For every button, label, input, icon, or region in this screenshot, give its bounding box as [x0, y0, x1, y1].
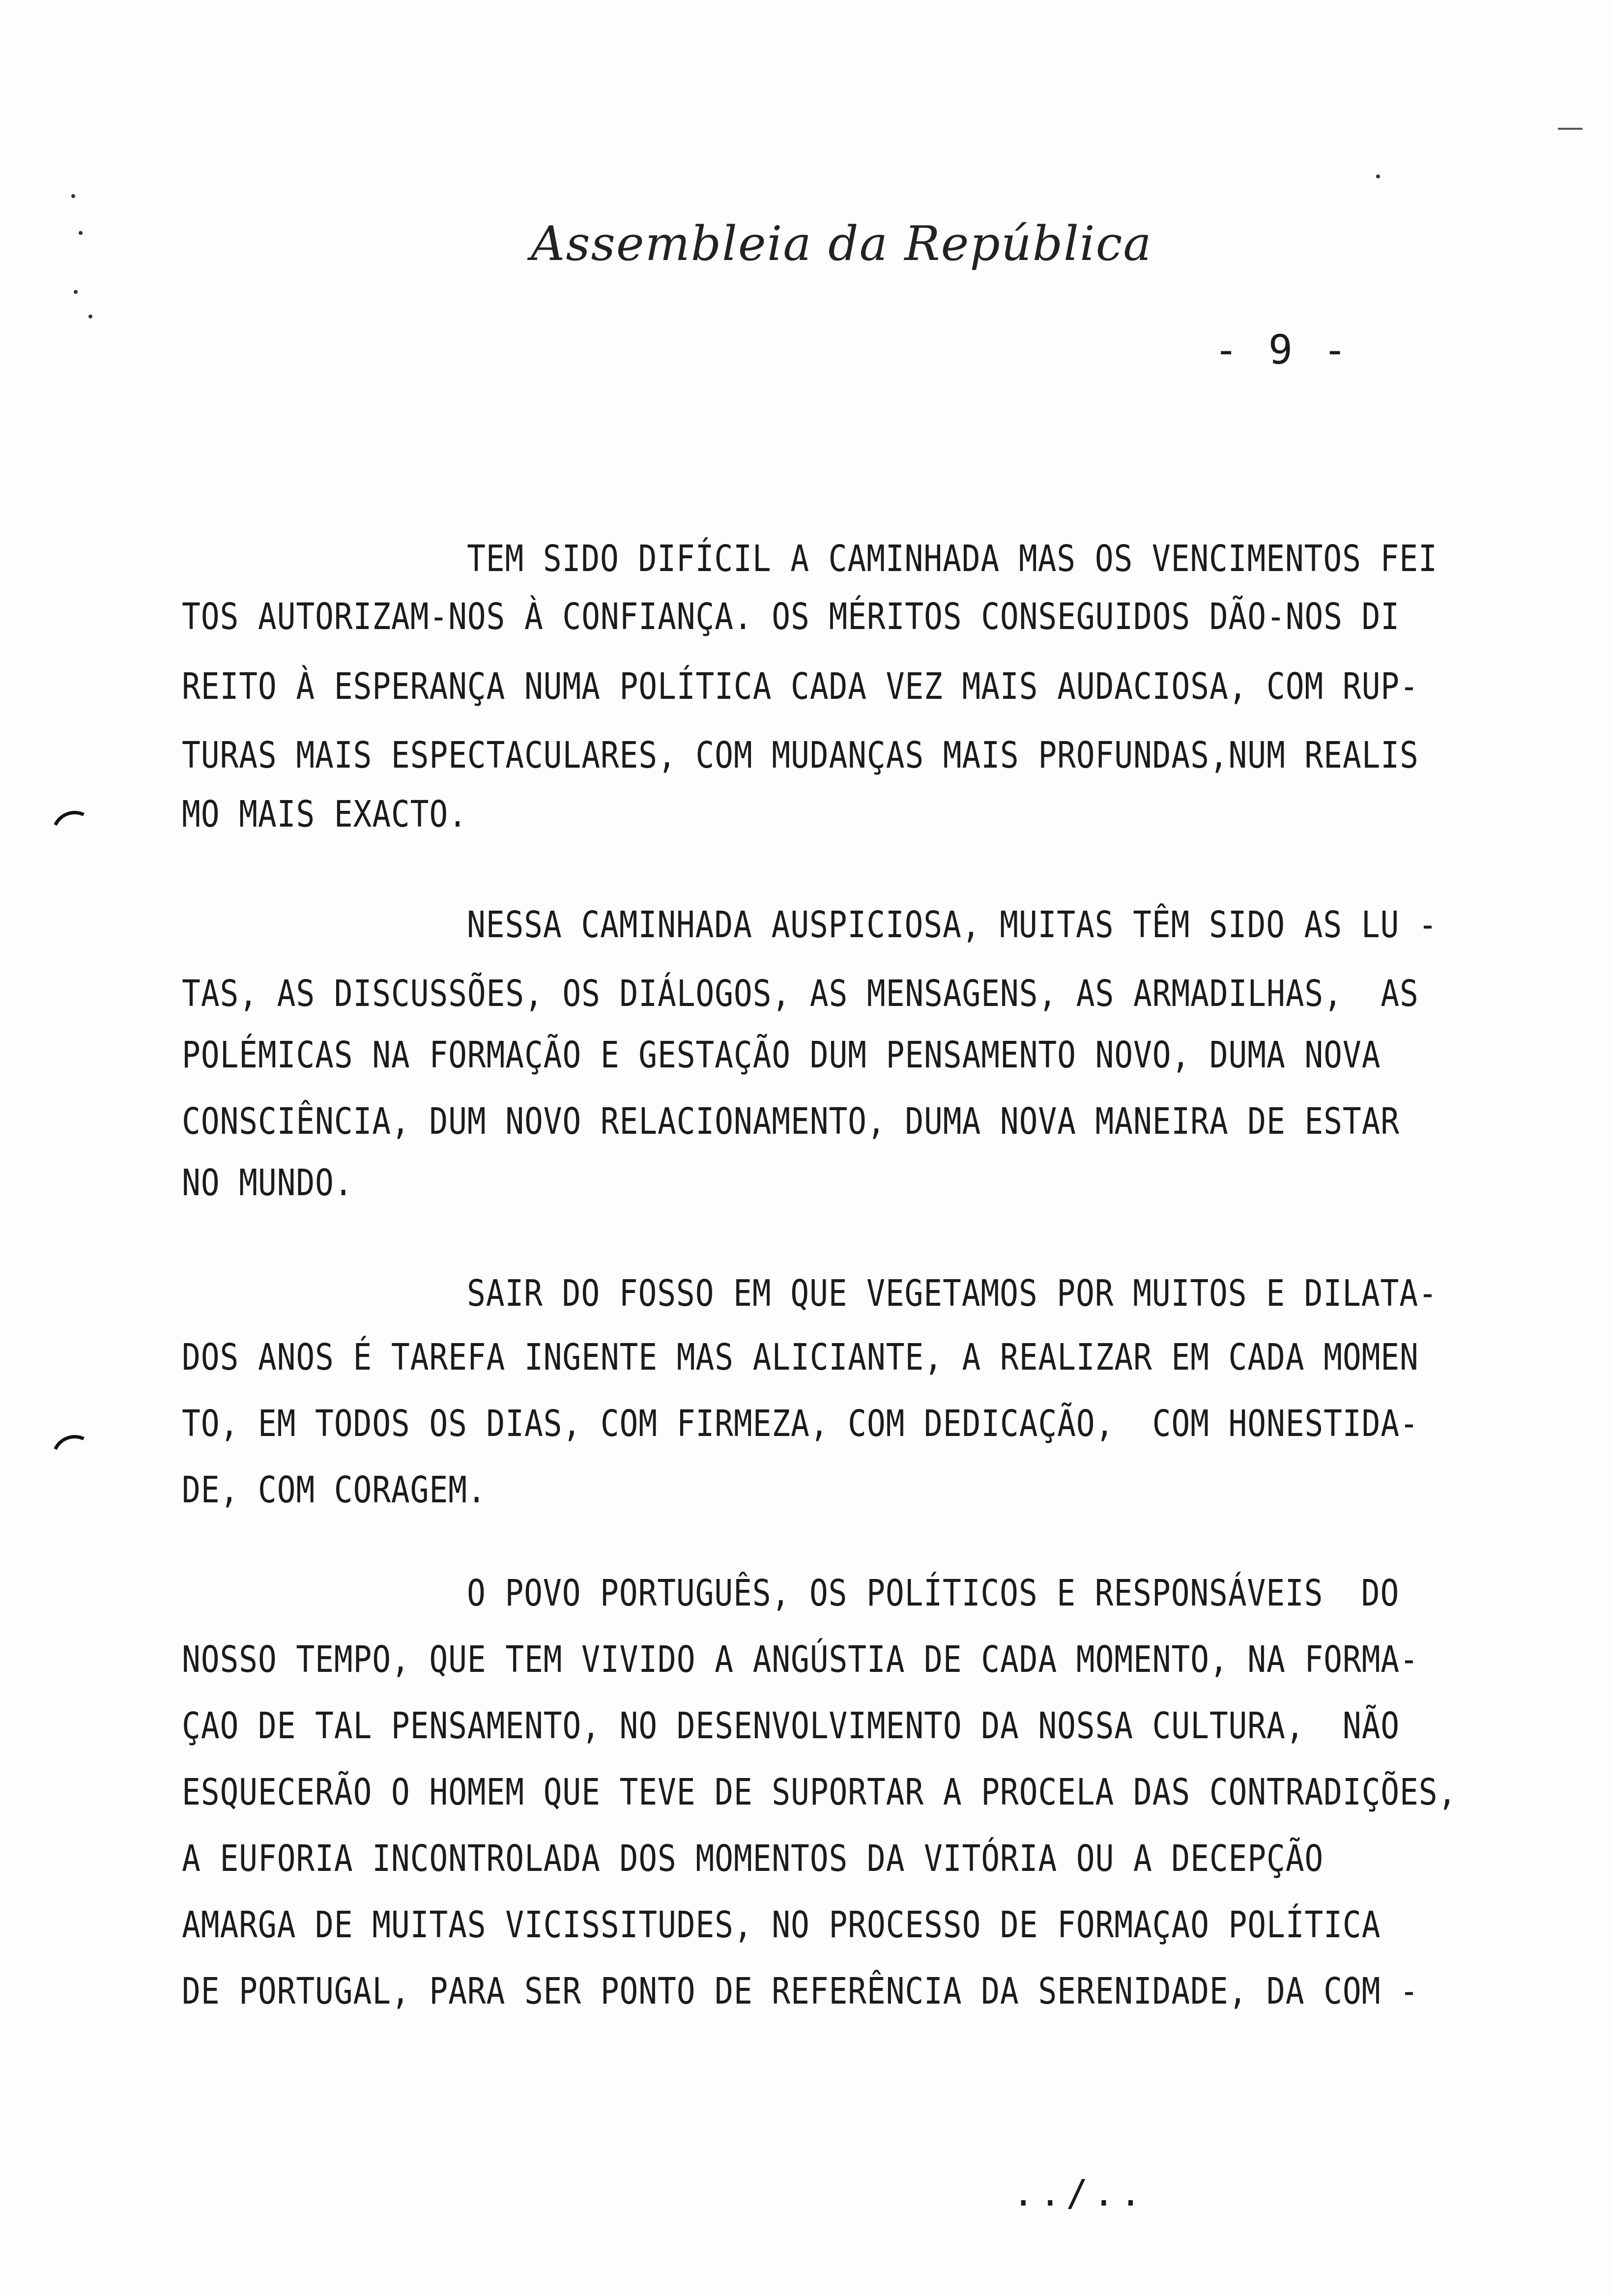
paragraph-2-line-3: POLÉMICAS NA FORMAÇÃO E GESTAÇÃO DUM PENSAMENTO NOVO, DUMA NOVA: [182, 1034, 1381, 1076]
page-number: - 9 -: [1214, 327, 1350, 373]
scan-speck: [71, 194, 75, 198]
scan-speck: [79, 231, 83, 235]
continuation-mark: ../..: [1012, 2172, 1147, 2214]
paragraph-2-line-5: NO MUNDO.: [182, 1162, 353, 1204]
paragraph-4-line-5: A EUFORIA INCONTROLADA DOS MOMENTOS DA VITÓRIA OU A DECEPÇÃO: [182, 1837, 1324, 1880]
paragraph-2-line-1: NESSA CAMINHADA AUSPICIOSA, MUITAS TÊM SIDO AS LU -: [467, 904, 1438, 946]
paragraph-4-line-1: O POVO PORTUGUÊS, OS POLÍTICOS E RESPONSÁVEIS DO: [467, 1572, 1400, 1614]
scan-speck: [74, 290, 78, 294]
paragraph-3-line-3: TO, EM TODOS OS DIAS, COM FIRMEZA, COM DEDICAÇÃO, COM HONESTIDA-: [182, 1403, 1419, 1445]
paragraph-4-line-4: ESQUECERÃO O HOMEM QUE TEVE DE SUPORTAR A PROCELA DAS CONTRADIÇÕES,: [182, 1771, 1457, 1813]
punch-hole-mark: [45, 804, 104, 863]
paragraph-4-line-3: ÇAO DE TAL PENSAMENTO, NO DESENVOLVIMENTO DA NOSSA CULTURA, NÃO: [182, 1705, 1400, 1747]
paragraph-3-line-1: SAIR DO FOSSO EM QUE VEGETAMOS POR MUITOS E DILATA-: [467, 1272, 1438, 1315]
paragraph-1-line-5: MO MAIS EXACTO.: [182, 793, 467, 835]
paragraph-1-line-1: TEM SIDO DIFÍCIL A CAMINHADA MAS OS VENCIMENTOS FEI: [467, 538, 1438, 580]
edge-mark: [1558, 128, 1583, 130]
scan-speck: [88, 315, 92, 318]
paragraph-2-line-4: CONSCIÊNCIA, DUM NOVO RELACIONAMENTO, DUMA NOVA MANEIRA DE ESTAR: [182, 1100, 1400, 1143]
paragraph-2-line-2: TAS, AS DISCUSSÕES, OS DIÁLOGOS, AS MENSAGENS, AS ARMADILHAS, AS: [182, 973, 1419, 1015]
scan-speck: [1376, 174, 1380, 178]
paragraph-1-line-4: TURAS MAIS ESPECTACULARES, COM MUDANÇAS MAIS PROFUNDAS,NUM REALIS: [182, 734, 1419, 776]
paragraph-1-line-2: TOS AUTORIZAM-NOS À CONFIANÇA. OS MÉRITOS CONSEGUIDOS DÃO-NOS DI: [182, 596, 1400, 638]
paragraph-4-line-7: DE PORTUGAL, PARA SER PONTO DE REFERÊNCIA DA SERENIDADE, DA COM -: [182, 1970, 1419, 2012]
paragraph-3-line-4: DE, COM CORAGEM.: [182, 1469, 487, 1511]
paragraph-4-line-2: NOSSO TEMPO, QUE TEM VIVIDO A ANGÚSTIA DE CADA MOMENTO, NA FORMA-: [182, 1638, 1419, 1681]
punch-hole-mark: [45, 1429, 104, 1488]
paragraph-3-line-2: DOS ANOS É TAREFA INGENTE MAS ALICIANTE, A REALIZAR EM CADA MOMEN: [182, 1336, 1419, 1378]
paragraph-1-line-3: REITO À ESPERANÇA NUMA POLÍTICA CADA VEZ MAIS AUDACIOSA, COM RUP-: [182, 665, 1419, 708]
letterhead: Assembleia da República: [531, 216, 1152, 271]
paragraph-4-line-6: AMARGA DE MUITAS VICISSITUDES, NO PROCESSO DE FORMAÇAO POLÍTICA: [182, 1904, 1381, 1946]
